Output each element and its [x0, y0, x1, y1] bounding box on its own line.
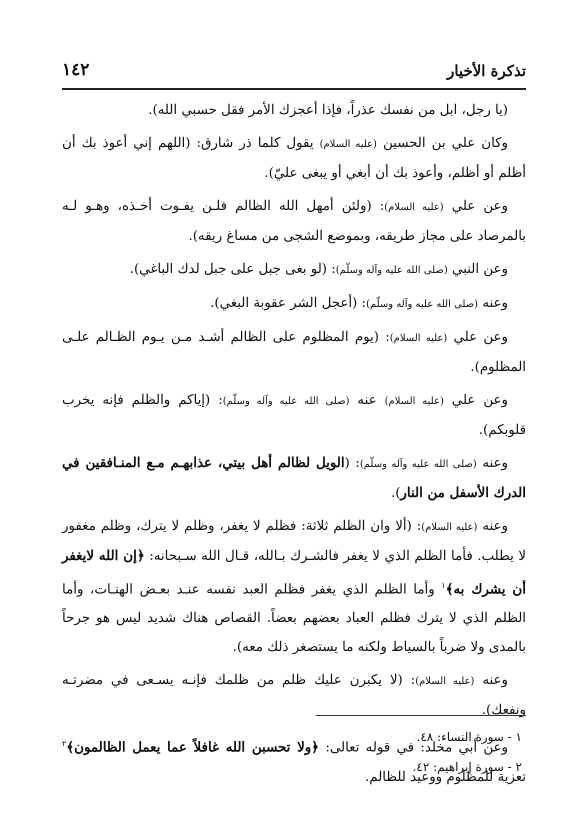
honorific: (عليه السلام) — [384, 396, 444, 407]
running-title: تذكرة الأخيار — [447, 62, 526, 80]
paragraph — [62, 255, 526, 285]
footnotes — [62, 722, 526, 782]
honorific: (عليه السلام) — [415, 676, 475, 688]
text-run: : (ألا وان الظلم ثلاثة: فظلم لا يغفر، وظلم لا يترك، وظلم مغفور لا يطلب. فأما الظلم الذي لا يغفر فالشـرك بـالله، قـال الله سـبحانه: — [62, 519, 526, 564]
text-run: : (يوم المظلوم على الظالم أشـد مـن يـوم الظـالم علـى المظلوم). — [62, 330, 526, 375]
paragraph — [62, 192, 526, 251]
paragraph — [62, 666, 526, 725]
page-number: ١٤٢ — [62, 60, 90, 80]
paragraph — [62, 386, 526, 445]
quote-bold: ﴿ولا تحسبن الله غافلاً عما يعمل الظالمون﴾ — [66, 739, 320, 756]
text-run: : ( — [344, 456, 360, 471]
paragraph — [62, 96, 526, 125]
text-run: : (لا يكبرن عليك ظلم من ظلمك فإنـه يسـعى في مضرتـه ونفعك). — [62, 673, 526, 719]
text-run: يقول كلما ذر شارق: (اللهم إني أعوذ بك أن أظلم أو أظلم، وأعوذ بك أن أبغي أو يبغى عليّ). — [62, 136, 526, 181]
text-run: وكان علي بن الحسين — [376, 136, 508, 151]
text-run: وعن أبي مخلد: في قوله تعالى: — [319, 740, 508, 756]
text-run: : (إياكم والظلم فإنه يخرب قلوبكم). — [62, 393, 526, 438]
honorific: (عليه السلام) — [319, 139, 377, 150]
footnote-separator — [316, 715, 526, 716]
paragraph — [62, 449, 526, 508]
footnote: ٢ - سورة إبراهيم: ٤٢. — [412, 760, 522, 774]
footnote-ref: ٢ — [62, 739, 67, 749]
text-run: وعن علي — [447, 330, 508, 345]
text-run: وعن النبي — [447, 262, 508, 277]
text-run: وعنه — [474, 673, 508, 689]
honorific: (صلى الله عليه وآله وسلّم) — [359, 459, 477, 470]
footnote-ref: ١ — [441, 581, 446, 590]
quote-bold: الويل لظالم أهل بيتي، عذابهـم مـع المنـافقين في الدرك الأسفل من النار — [62, 455, 526, 501]
text-run: وعنه — [476, 456, 509, 471]
paragraph — [62, 289, 526, 319]
text-run: وأما الظلم الذي يغفر فظلم العبد نفسه عنـد بعـض الهنـات، وأما الظلم الذي لا يترك فظلم العباد بعضهم بعضاً. القصاص هناك شديد ليس هو جرحاً بالمدى ولا ضرباً بالسياط ولكنه ما يستصغر ذلك معه). — [62, 582, 526, 656]
honorific: (عليه السلام) — [421, 522, 478, 533]
honorific: (صلى الله عليه وآله وسلّم) — [222, 396, 350, 407]
honorific: (عليه السلام) — [384, 202, 444, 213]
paragraph — [62, 512, 526, 662]
text-run: : (ولئن أمهل الله الظالم فلـن يفـوت أخـذه، وهـو لـه بالمرصاد على مجاز طريقه، وبموضع الشجى من مساغ ريقه). — [62, 199, 526, 244]
text-run: : (لو بغى جبل على جبل لدك الباغي). — [129, 262, 336, 277]
body-text — [62, 96, 526, 796]
text-run: : (أعجل الشر عقوبة البغي). — [210, 296, 367, 311]
text-run: (يا رجل، ابل من نفسك عذراً، فإذا أعجزك الأمر فقل حسبي الله). — [148, 103, 508, 118]
footnote: ١ - سورة النساء: ٤٨. — [416, 730, 522, 744]
text-run: وعن علي — [443, 393, 508, 408]
text-run: وعن علي — [443, 199, 508, 214]
text-run: ). — [390, 486, 401, 501]
text-run: وعنه — [477, 519, 509, 534]
honorific: (صلى الله عليه وآله وسلّم) — [366, 299, 479, 310]
paragraph — [62, 323, 526, 382]
text-run: عنه — [349, 393, 385, 408]
page-header — [62, 58, 526, 88]
quote-bold: ﴿إن الله لايغفر أن يشرك به﴾ — [62, 548, 526, 598]
honorific: (عليه السلام) — [389, 333, 448, 344]
text-run: وعنه — [478, 296, 508, 311]
honorific: (صلى الله عليه وآله وسلّم) — [335, 265, 448, 276]
text-run: تعزية للمظلوم ووعيد للظالم. — [365, 769, 526, 785]
header-rule — [62, 88, 526, 90]
paragraph — [62, 129, 526, 188]
